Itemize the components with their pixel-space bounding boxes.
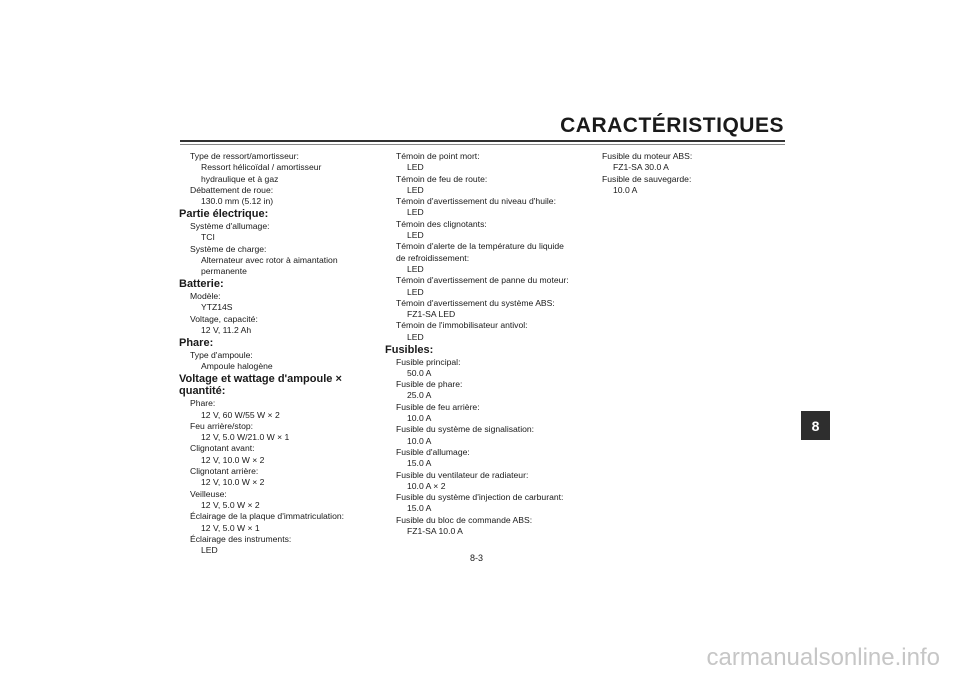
spec-value: Ampoule halogène — [201, 360, 273, 371]
spec-label: Fusible de sauvegarde: — [602, 173, 692, 184]
spec-value: 12 V, 11.2 Ah — [201, 324, 252, 335]
spec-label: Voltage, capacité: — [190, 313, 258, 324]
title-rule-thin — [180, 144, 785, 145]
spec-value: FZ1-SA LED — [407, 309, 456, 320]
page-number: 8-3 — [470, 553, 484, 563]
spec-value: 15.0 A — [407, 458, 432, 469]
spec-label: Système d'allumage: — [190, 220, 270, 231]
section-heading: Batterie: — [179, 277, 224, 290]
spec-label: Témoin d'avertissement du système ABS: — [396, 297, 555, 308]
spec-value: 12 V, 60 W/55 W × 2 — [201, 409, 280, 420]
spec-value: LED — [407, 331, 424, 342]
spec-value: 10.0 A × 2 — [407, 480, 446, 491]
spec-value: 10.0 A — [613, 184, 638, 195]
spec-label: Témoin de feu de route: — [396, 173, 488, 184]
section-heading: Fusibles: — [385, 343, 434, 356]
spec-label: Témoin des clignotants: — [396, 218, 487, 229]
spec-label: Témoin d'alerte de la température du liquide — [396, 241, 564, 252]
spec-value: LED — [201, 545, 218, 556]
spec-value: LED — [407, 207, 424, 218]
spec-column-2 — [385, 151, 585, 537]
watermark: carmanualsonline.info — [706, 644, 940, 671]
spec-value: 12 V, 10.0 W × 2 — [201, 454, 265, 465]
chapter-tab[interactable]: 8 — [801, 411, 830, 440]
spec-label: Éclairage des instruments: — [190, 533, 292, 544]
spec-label: Clignotant arrière: — [190, 466, 259, 477]
spec-label: Fusible du système d'injection de carburant: — [396, 492, 564, 503]
spec-value: LED — [407, 230, 424, 241]
spec-column-1 — [179, 151, 369, 556]
spec-label: Fusible de feu arrière: — [396, 401, 480, 412]
spec-value: LED — [407, 263, 424, 274]
spec-label: Fusible principal: — [396, 356, 461, 367]
spec-label: Témoin de l'immobilisateur antivol: — [396, 320, 528, 331]
spec-value: hydraulique et à gaz — [201, 173, 279, 184]
spec-value: YTZ14S — [201, 302, 233, 313]
spec-label: Témoin d'avertissement du niveau d'huile: — [396, 196, 556, 207]
spec-label: Système de charge: — [190, 243, 267, 254]
spec-label: Veilleuse: — [190, 488, 227, 499]
spec-value: Alternateur avec rotor à aimantation — [201, 254, 338, 265]
spec-label: Fusible du bloc de commande ABS: — [396, 514, 533, 525]
spec-value: LED — [407, 286, 424, 297]
spec-label: Fusible de phare: — [396, 379, 463, 390]
spec-value: 25.0 A — [407, 390, 432, 401]
spec-value: 12 V, 5.0 W × 2 — [201, 499, 260, 510]
spec-value: 15.0 A — [407, 503, 432, 514]
page-title: CARACTÉRISTIQUES — [560, 114, 784, 137]
spec-label: Feu arrière/stop: — [190, 420, 254, 431]
spec-value: FZ1-SA 30.0 A — [613, 162, 669, 173]
spec-label: Type d'ampoule: — [190, 349, 253, 360]
spec-value: 10.0 A — [407, 435, 432, 446]
spec-label: Témoin d'avertissement de panne du moteur: — [396, 275, 569, 286]
spec-value: TCI — [201, 232, 215, 243]
spec-label: Clignotant avant: — [190, 443, 255, 454]
spec-label: Débattement de roue: — [190, 184, 274, 195]
spec-label: Fusible d'allumage: — [396, 446, 470, 457]
spec-label: Éclairage de la plaque d'immatriculation: — [190, 511, 345, 522]
spec-value: FZ1-SA 10.0 A — [407, 526, 463, 536]
title-rule-thick — [180, 140, 785, 142]
spec-value: Ressort hélicoïdal / amortisseur — [201, 162, 322, 173]
section-heading: Phare: — [179, 336, 214, 349]
spec-label: Type de ressort/amortisseur: — [190, 151, 299, 161]
spec-value: LED — [407, 184, 424, 195]
spec-value: 12 V, 5.0 W × 1 — [201, 522, 260, 533]
spec-value: LED — [407, 162, 424, 173]
spec-value: 12 V, 5.0 W/21.0 W × 1 — [201, 432, 290, 443]
spec-label: Fusible du moteur ABS: — [602, 151, 693, 161]
spec-value: 12 V, 10.0 W × 2 — [201, 477, 265, 488]
spec-label: Fusible du ventilateur de radiateur: — [396, 469, 529, 480]
spec-label: Témoin de point mort: — [396, 151, 480, 161]
spec-value: permanente — [201, 266, 247, 277]
spec-value: 130.0 mm (5.12 in) — [201, 196, 274, 207]
spec-label: Modèle: — [190, 290, 221, 301]
spec-label: de refroidissement: — [396, 252, 470, 263]
spec-column-3 — [591, 151, 781, 196]
section-heading: Partie électrique: — [179, 207, 269, 220]
spec-label: Fusible du système de signalisation: — [396, 424, 535, 435]
section-heading: Voltage et wattage d'ampoule × quantité: — [179, 372, 342, 398]
spec-label: Phare: — [190, 398, 216, 409]
spec-value: 50.0 A — [407, 367, 432, 378]
spec-value: 10.0 A — [407, 413, 432, 424]
